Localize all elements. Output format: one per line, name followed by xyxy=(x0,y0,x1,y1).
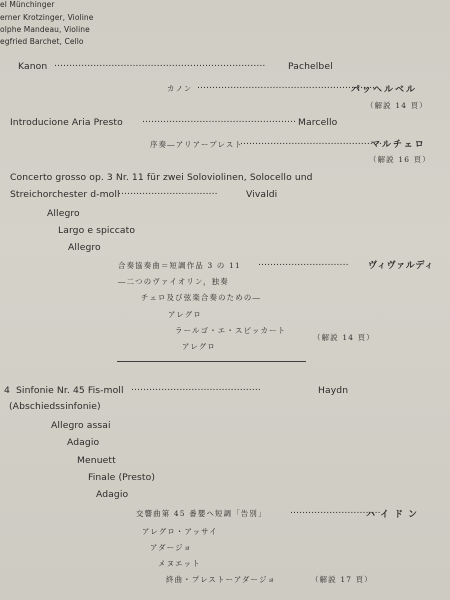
performer-violin-2: olphe Mandeau, Violine xyxy=(0,25,90,34)
movement: Allegro assai xyxy=(51,420,111,431)
movement: Largo e spiccato xyxy=(58,225,136,236)
work-title-line-1: Concerto grosso op. 3 Nr. 11 für zwei Soloviolinen, Solocello und xyxy=(10,172,313,183)
composer-name: Marcello xyxy=(298,117,338,128)
jp-title: 序奏―アリアープレスト xyxy=(150,140,244,149)
work-title-line-1: Sinfonie Nr. 45 Fis-moll xyxy=(16,385,124,396)
composer-name: Vivaldi xyxy=(246,189,278,200)
performer-cello: egfried Barchet, Cello xyxy=(0,37,84,46)
jp-movement: アレグロ xyxy=(168,310,202,319)
work-number: 4 xyxy=(4,385,10,396)
jp-subtitle: ―二つのヴァイオリン，独奏 xyxy=(118,277,229,286)
dot-leader: ............................................... xyxy=(240,136,382,147)
work-title: Kanon xyxy=(18,61,48,72)
jp-composer: マルチェロ xyxy=(371,140,426,150)
composer-name: Pachelbel xyxy=(288,61,333,72)
jp-composer: ハイドン xyxy=(366,510,423,520)
dot-leader: ................................................... xyxy=(142,114,297,125)
commentary-page-note: （解説 14 頁） xyxy=(313,333,375,342)
dot-leader: ................................. xyxy=(118,186,218,197)
dot-leader: .............................. xyxy=(290,505,381,516)
work-title: Introducione Aria Presto xyxy=(10,117,123,128)
movement: Allegro xyxy=(47,208,80,219)
jp-composer: パッヘルベル xyxy=(351,85,418,95)
dot-leader: ...................................................................... xyxy=(54,58,266,69)
work-title-line-2: (Abschiedssinfonie) xyxy=(9,401,101,412)
movement: Menuett xyxy=(77,455,116,466)
jp-movement: アダージョ xyxy=(150,543,193,552)
commentary-page-note: （解説 14 頁） xyxy=(366,101,428,110)
commentary-page-note: （解説 16 頁） xyxy=(369,155,431,164)
performer-conductor: el Münchinger xyxy=(0,0,55,9)
jp-composer: ヴィヴァルディ xyxy=(368,261,434,271)
dot-leader: .............................. xyxy=(258,257,349,268)
composer-name: Haydn xyxy=(318,385,349,396)
movement: Allegro xyxy=(68,242,101,253)
movement: Adagio xyxy=(67,437,100,448)
jp-movement: ラールゴ・エ・スピッカート xyxy=(175,326,287,335)
jp-title: 交響曲第 45 番嬰ヘ短調「告別」 xyxy=(136,509,267,518)
performer-violin-1: erner Krotzinger, Violine xyxy=(0,13,94,22)
jp-title: カノン xyxy=(167,84,193,93)
work-title-line-2: Streichorchester d-moll xyxy=(10,189,120,200)
jp-title: 合奏協奏曲＝短調作品 3 の 11 xyxy=(118,261,241,270)
jp-subtitle: チェロ及び弦楽合奏のための― xyxy=(141,293,262,302)
dot-leader: ........................................... xyxy=(131,382,261,393)
section-divider xyxy=(117,361,306,362)
jp-movement: アレグロ xyxy=(182,342,216,351)
jp-movement: メヌエット xyxy=(158,559,201,568)
commentary-page-note: （解説 17 頁） xyxy=(311,575,373,584)
jp-movement: 終曲・プレストーアダージョ xyxy=(166,575,276,584)
dot-leader: ........................................................... xyxy=(197,80,376,91)
movement: Finale (Presto) xyxy=(88,472,156,483)
movement: Adagio xyxy=(96,489,129,500)
jp-movement: アレグロ・アッサイ xyxy=(142,527,218,536)
